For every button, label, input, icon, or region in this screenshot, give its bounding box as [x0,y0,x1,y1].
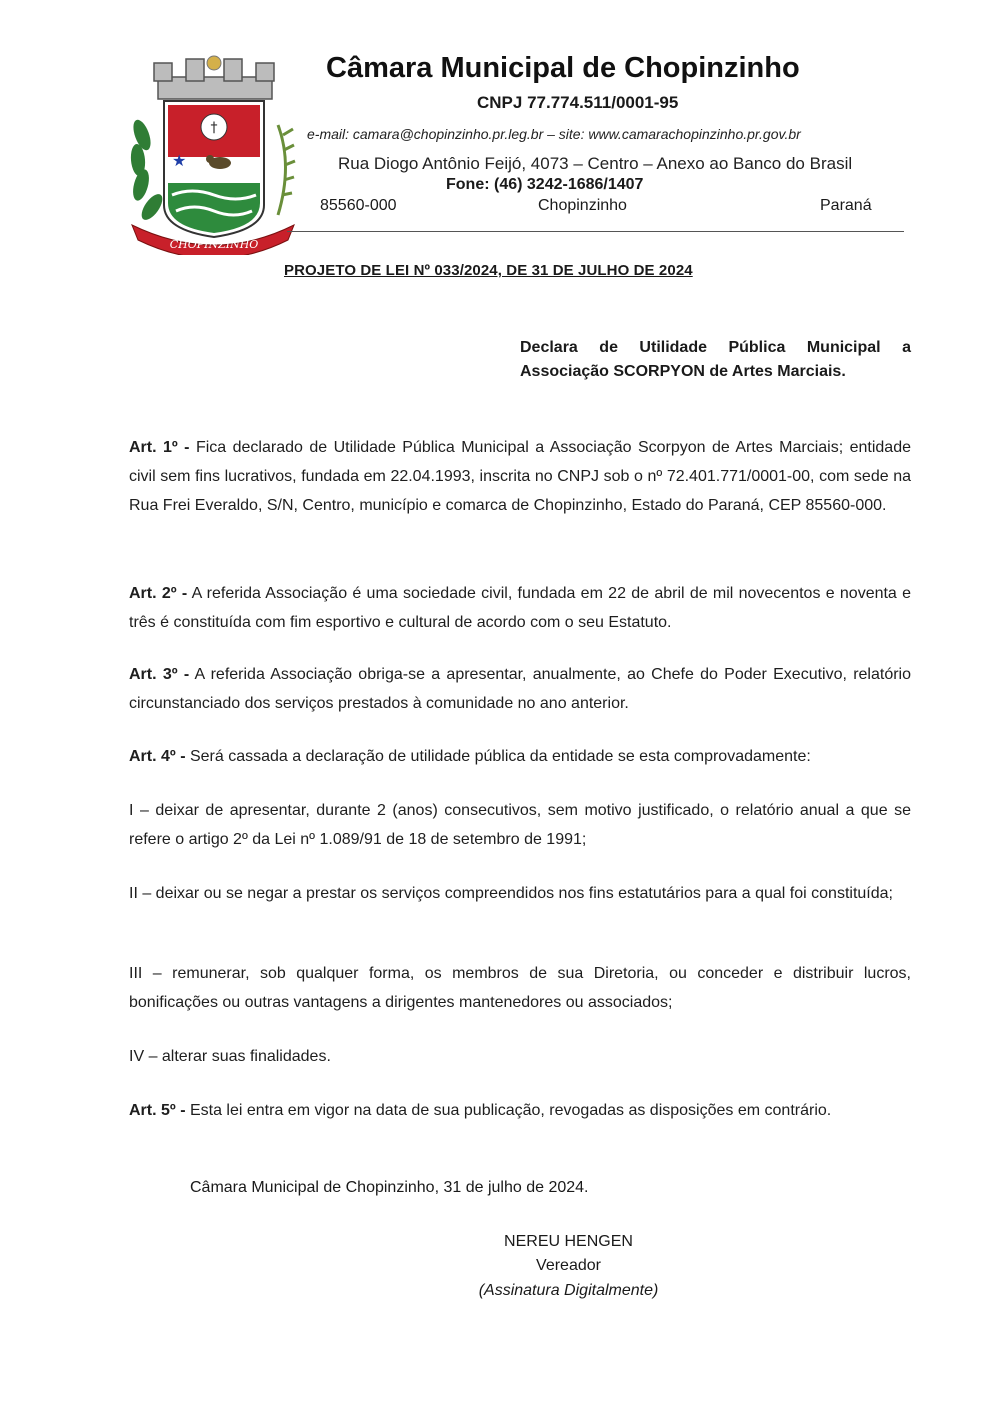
article-3 [129,660,911,718]
document-title: PROJETO DE LEI Nº 033/2024, DE 31 DE JULHO DE 2024 [284,262,693,279]
article-label: Art. 5º - [129,1102,186,1119]
city-name: Chopinzinho [538,197,627,214]
article-label: Art. 2º - [129,585,188,602]
svg-text:★: ★ [172,151,187,170]
article-text: Fica declarado de Utilidade Pública Municipal a Associação Scorpyon de Artes Marciais; entidade civil sem fins lucrativos, fundada em 22.04.1993, inscrita no CNPJ sob o nº 72.401.771/0001-00, com sede na Rua Frei Everaldo, S/N, Centro, município e comarca de Chopinzinho, Estado do Paraná, CEP 85560-000. [129,439,911,514]
article-text: A referida Associação obriga-se a apresentar, anualmente, ao Chefe do Poder Executivo, relatório circunstanciado dos serviços prestados à comunidade no ano anterior. [129,666,912,712]
ementa: Declara de Utilidade Pública Municipal a Associação SCORPYON de Artes Marciais. [520,339,911,380]
article-5 [129,1096,911,1125]
institution-name: Câmara Municipal de Chopinzinho [326,52,800,84]
article-label: Art. 3º - [129,666,190,683]
crest-banner-text: CHOPINZINHO [169,238,259,251]
postal-code: 85560-000 [320,197,397,214]
list-item-ii: II – deixar ou se negar a prestar os serviços compreendidos nos fins estatutários para a qual foi constituída; [129,885,893,902]
signer-name: NEREU HENGEN [504,1233,633,1250]
article-label: Art. 4º - [129,748,186,765]
article-2 [129,579,911,637]
article-text: A referida Associação é uma sociedade civil, fundada em 22 de abril de mil novecentos e noventa e três é constituída com fim esportivo e cultural de acordo com o seu Estatuto. [129,585,912,631]
signature-note: (Assinatura Digitalmente) [478,1282,659,1299]
contact-line: e-mail: camara@chopinzinho.pr.leg.br – site: www.camarachopinzinho.pr.gov.br [307,126,801,142]
svg-text:†: † [210,120,218,136]
phone-line: Fone: (46) 3242-1686/1407 [446,176,644,193]
header-divider [287,231,904,232]
state-name: Paraná [820,197,872,214]
municipal-crest-logo [128,55,298,255]
cnpj: CNPJ 77.774.511/0001-95 [477,93,679,112]
signer-role: Vereador [536,1257,601,1274]
article-1 [129,433,911,520]
article-label: Art. 1º - [129,439,190,456]
article-text: Será cassada a declaração de utilidade pública da entidade se esta comprovadamente: [185,748,811,765]
list-item-iv: IV – alterar suas finalidades. [129,1048,331,1065]
address-line: Rua Diogo Antônio Feijó, 4073 – Centro – Anexo ao Banco do Brasil [338,154,853,173]
article-text: Esta lei entra em vigor na data de sua publicação, revogadas as disposições em contrário. [185,1102,832,1119]
article-4 [129,742,911,771]
closing-date-line: Câmara Municipal de Chopinzinho, 31 de julho de 2024. [190,1179,589,1196]
list-item-i: I – deixar de apresentar, durante 2 (anos) consecutivos, sem motivo justificado, o relatório anual a que se refere o artigo 2º da Lei nº 1.089/91 de 18 de setembro de 1991; [129,802,911,848]
list-item-iii: III – remunerar, sob qualquer forma, os membros de sua Diretoria, ou conceder e distribuir lucros, bonificações ou outras vantagens a dirigentes mantenedores ou associados; [129,965,911,1011]
